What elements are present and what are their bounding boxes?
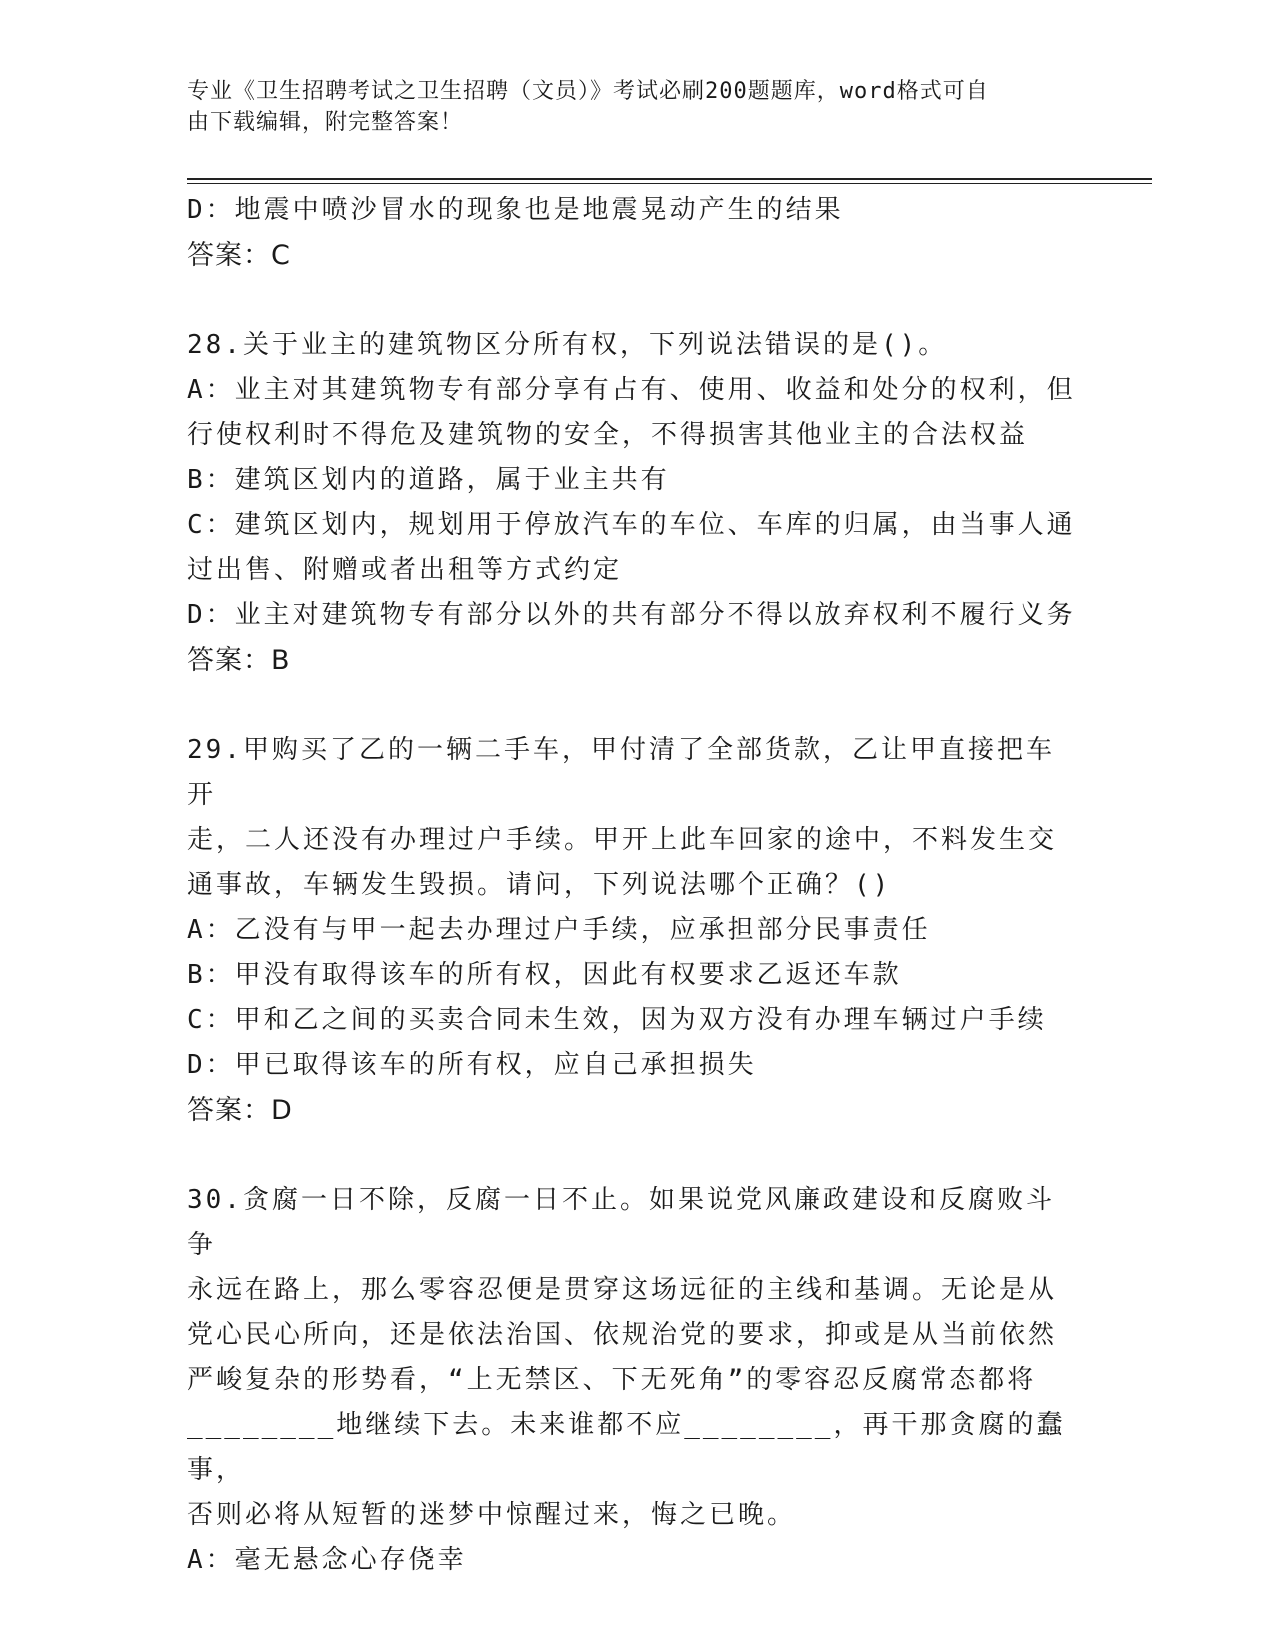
question-29	[187, 728, 1077, 1133]
answer-label: 答案：D	[187, 1095, 293, 1126]
header-line-1: 专业《卫生招聘考试之卫生招聘（文员）》考试必刷200题题库，word格式可自	[187, 79, 989, 104]
option-c-continued: 过出售、附赠或者出租等方式约定	[187, 555, 623, 585]
question-stem-continued: 否则必将从短暂的迷梦中惊醒过来，悔之已晚。	[187, 1500, 797, 1530]
option-d: D：地震中喷沙冒水的现象也是地震晃动产生的结果	[187, 195, 844, 225]
header-divider-thin	[187, 183, 1152, 184]
question-27-tail	[187, 188, 1077, 278]
question-28	[187, 323, 1077, 683]
option-c: C：甲和乙之间的买卖合同未生效，因为双方没有办理车辆过户手续	[187, 1005, 1047, 1035]
answer-label: 答案：C	[187, 240, 291, 271]
question-stem: 29.甲购买了乙的一辆二手车，甲付清了全部货款，乙让甲直接把车开	[187, 735, 1055, 810]
option-a: A：毫无悬念心存侥幸	[187, 1545, 467, 1575]
question-stem-continued: 通事故，车辆发生毁损。请问，下列说法哪个正确？()	[187, 870, 892, 900]
document-header	[187, 76, 1067, 138]
spacer	[187, 278, 1077, 323]
question-stem-continued: ________地继续下去。未来谁都不应________，再干那贪腐的蠢事，	[187, 1410, 1066, 1485]
option-c: C：建筑区划内，规划用于停放汽车的车位、车库的归属，由当事人通	[187, 510, 1076, 540]
option-d: D：甲已取得该车的所有权，应自己承担损失	[187, 1050, 757, 1080]
header-line-2: 由下载编辑，附完整答案！	[187, 110, 464, 135]
option-a: A：业主对其建筑物专有部分享有占有、使用、收益和处分的权利，但	[187, 375, 1076, 405]
option-b: B：甲没有取得该车的所有权，因此有权要求乙返还车款	[187, 960, 902, 990]
question-stem-continued: 永远在路上，那么零容忍便是贯穿这场远征的主线和基调。无论是从	[187, 1275, 1058, 1305]
question-stem-continued: 走，二人还没有办理过户手续。甲开上此车回家的途中，不料发生交	[187, 825, 1058, 855]
document-body	[187, 188, 1077, 1583]
option-b: B：建筑区划内的道路，属于业主共有	[187, 465, 670, 495]
question-stem: 28.关于业主的建筑物区分所有权，下列说法错误的是()。	[187, 330, 948, 360]
option-a-continued: 行使权利时不得危及建筑物的安全，不得损害其他业主的合法权益	[187, 420, 1029, 450]
option-a: A：乙没有与甲一起去办理过户手续，应承担部分民事责任	[187, 915, 931, 945]
answer-label: 答案：B	[187, 645, 291, 676]
question-stem-continued: 严峻复杂的形势看，“上无禁区、下无死角”的零容忍反腐常态都将	[187, 1365, 1037, 1395]
spacer	[187, 1133, 1077, 1178]
header-divider-thick	[187, 178, 1152, 180]
option-d: D：业主对建筑物专有部分以外的共有部分不得以放弃权利不履行义务	[187, 600, 1076, 630]
spacer	[187, 683, 1077, 728]
question-30	[187, 1178, 1077, 1583]
question-stem: 30.贪腐一日不除，反腐一日不止。如果说党风廉政建设和反腐败斗争	[187, 1185, 1055, 1260]
question-stem-continued: 党心民心所向，还是依法治国、依规治党的要求，抑或是从当前依然	[187, 1320, 1058, 1350]
